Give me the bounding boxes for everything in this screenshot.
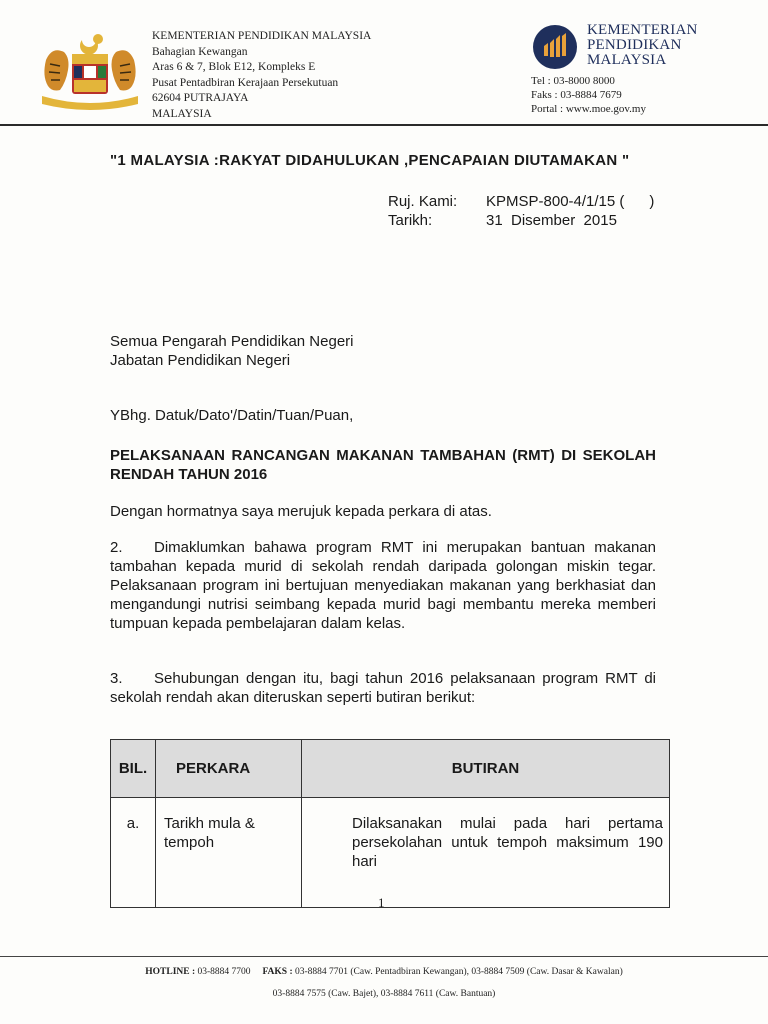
paragraph-3 bbox=[110, 669, 656, 707]
page-number: 1 bbox=[378, 895, 385, 910]
logo-line: PENDIDIKAN bbox=[587, 37, 682, 53]
cell-perkara: Tarikh mula & tempoh bbox=[156, 798, 302, 908]
header-bil: BIL. bbox=[111, 740, 156, 798]
footer-divider bbox=[0, 956, 768, 957]
hotline-value: 03-8884 7700 bbox=[197, 967, 251, 977]
recipient-line: Jabatan Pendidikan Negeri bbox=[110, 352, 291, 369]
contact-block bbox=[531, 74, 646, 116]
tarikh-label: Tarikh: bbox=[388, 212, 433, 229]
cell-bil: a. bbox=[111, 798, 156, 908]
ministry-address-block bbox=[152, 29, 371, 122]
header-divider bbox=[0, 124, 768, 126]
division-name: Bahagian Kewangan bbox=[152, 45, 248, 58]
kpm-logo-text bbox=[587, 23, 698, 68]
ruj-value: KPMSP-800-4/1/15 ( ) bbox=[486, 193, 655, 210]
logo-line: MALAYSIA bbox=[587, 52, 667, 68]
portal: Portal : www.moe.gov.my bbox=[531, 103, 646, 115]
table-header-row bbox=[111, 740, 670, 798]
recipient-address bbox=[110, 332, 354, 370]
paragraph-number: 3. bbox=[110, 670, 123, 687]
opening-sentence: Dengan hormatnya saya merujuk kepada perkara di atas. bbox=[110, 503, 492, 520]
table-row bbox=[111, 798, 670, 908]
logo-line: KEMENTERIAN bbox=[587, 22, 698, 38]
salutation: YBhg. Datuk/Dato'/Datin/Tuan/Puan, bbox=[110, 407, 354, 424]
coat-of-arms-icon bbox=[36, 30, 144, 110]
header-butiran: BUTIRAN bbox=[302, 740, 670, 798]
paragraph-text: Sehubungan dengan itu, bagi tahun 2016 pelaksanaan program RMT di sekolah rendah akan diteruskan seperti butiran berikut: bbox=[110, 670, 656, 706]
hotline-label: HOTLINE : bbox=[145, 967, 196, 977]
address-line: MALAYSIA bbox=[152, 107, 212, 120]
address-line: Pusat Pentadbiran Kerajaan Persekutuan bbox=[152, 76, 339, 89]
address-line: 62604 PUTRAJAYA bbox=[152, 92, 249, 104]
reference-row bbox=[388, 192, 654, 211]
faks-value: 03-8884 7701 (Caw. Pentadbiran Kewangan), 03-8884 7509 (Caw. Dasar & Kawalan) bbox=[294, 967, 623, 977]
recipient-line: Semua Pengarah Pendidikan Negeri bbox=[110, 333, 354, 350]
date-row bbox=[388, 211, 654, 230]
ministry-name: KEMENTERIAN PENDIDIKAN MALAYSIA bbox=[152, 30, 372, 42]
tarikh-value: 31 Disember 2015 bbox=[486, 212, 617, 229]
reference-block bbox=[388, 192, 654, 230]
letter-subject: PELAKSANAAN RANCANGAN MAKANAN TAMBAHAN (RMT) DI SEKOLAH RENDAH TAHUN 2016 bbox=[110, 447, 656, 483]
fax: Faks : 03-8884 7679 bbox=[531, 89, 622, 101]
address-line: Aras 6 & 7, Blok E12, Kompleks E bbox=[152, 61, 316, 73]
paragraph-2 bbox=[110, 538, 656, 633]
paragraph-number: 2. bbox=[110, 539, 123, 556]
header-perkara: PERKARA bbox=[156, 740, 302, 798]
footer-hotline-line bbox=[0, 967, 768, 977]
footer-branch-line: 03-8884 7575 (Caw. Bajet), 03-8884 7611 (Caw. Bantuan) bbox=[272, 989, 496, 999]
ruj-label: Ruj. Kami: bbox=[388, 193, 458, 210]
national-motto: "1 MALAYSIA :RAKYAT DIDAHULUKAN ,PENCAPAIAN DIUTAMAKAN " bbox=[110, 152, 630, 169]
kpm-logo-icon bbox=[531, 23, 579, 71]
details-table bbox=[110, 739, 670, 908]
telephone: Tel : 03-8000 8000 bbox=[531, 75, 615, 87]
paragraph-text: Dimaklumkan bahawa program RMT ini merupakan bantuan makanan tambahan kepada murid di sekolah rendah daripada golongan miskin tegar. Pelaksanaan program ini bertujuan menyediakan makanan yang berkhasiat dan mengandungi nutrisi seimbang kepada murid bagi membantu mereka memberi tumpuan kepada pembelajaran dalam kelas. bbox=[110, 539, 656, 632]
faks-label: FAKS : bbox=[262, 967, 293, 977]
cell-butiran: Dilaksanakan mulai pada hari pertama persekolahan untuk tempoh maksimum 190 hari bbox=[302, 798, 670, 908]
